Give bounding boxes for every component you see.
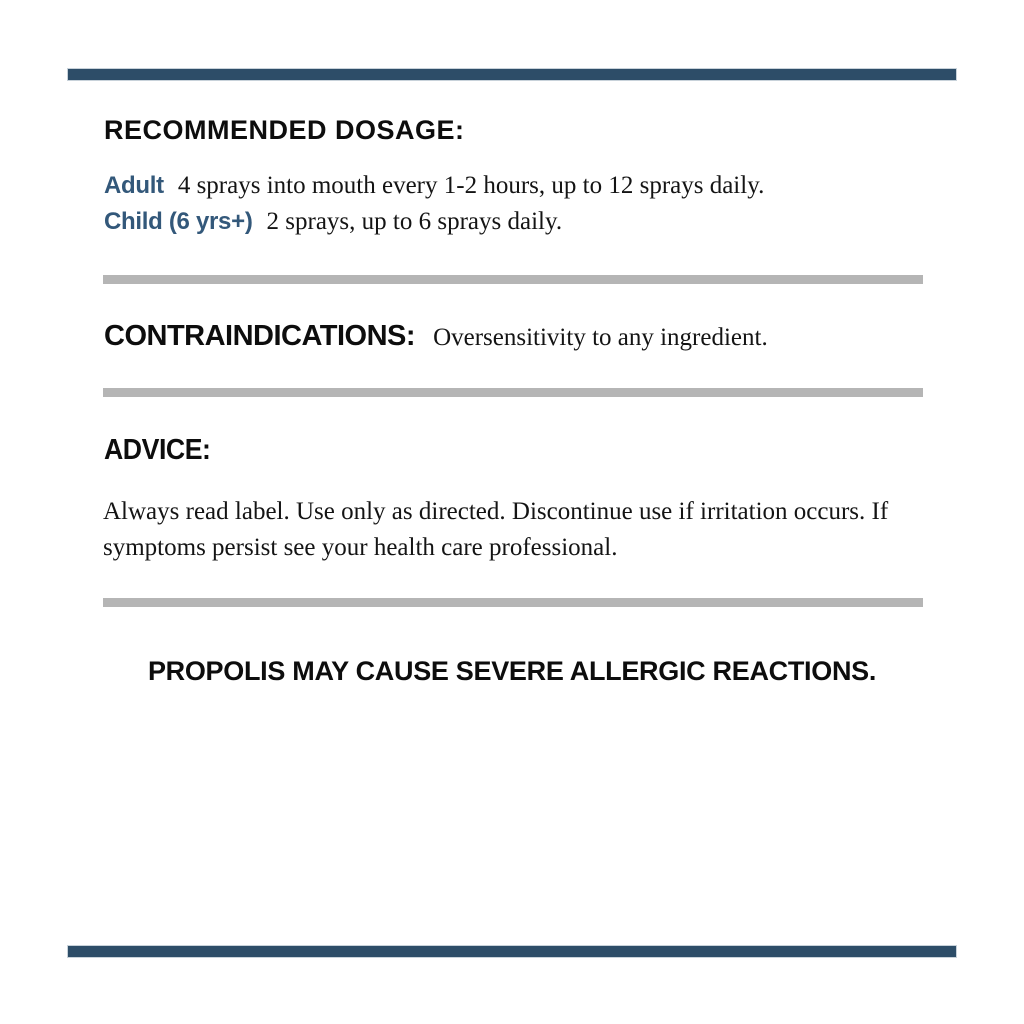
section-divider-3 bbox=[103, 598, 923, 607]
dosage-row-child bbox=[104, 208, 562, 236]
propolis-warning-text: PROPOLIS MAY CAUSE SEVERE ALLERGIC REACTIONS. bbox=[147, 656, 877, 686]
advice-text: Always read label. Use only as directed. Discontinue use if irritation occurs. If symptoms persist see your health care professional. bbox=[103, 498, 889, 561]
adult-dosage-text: 4 sprays into mouth every 1-2 hours, up to 12 sprays daily. bbox=[177, 172, 765, 199]
contraindications-row bbox=[104, 320, 768, 353]
adult-label: Adult bbox=[104, 172, 164, 199]
dosage-row-adult bbox=[104, 172, 764, 200]
bottom-accent-bar bbox=[67, 945, 957, 958]
child-label: Child (6 yrs+) bbox=[104, 208, 253, 235]
contraindications-text: Oversensitivity to any ingredient. bbox=[433, 324, 768, 351]
top-accent-bar bbox=[67, 68, 957, 81]
child-dosage-text: 2 sprays, up to 6 sprays daily. bbox=[266, 208, 563, 235]
recommended-dosage-heading: RECOMMENDED DOSAGE: bbox=[104, 115, 465, 145]
advice-heading: ADVICE: bbox=[104, 434, 211, 466]
section-divider-2 bbox=[103, 388, 923, 397]
section-divider-1 bbox=[103, 275, 923, 284]
contraindications-heading: CONTRAINDICATIONS: bbox=[104, 320, 416, 352]
